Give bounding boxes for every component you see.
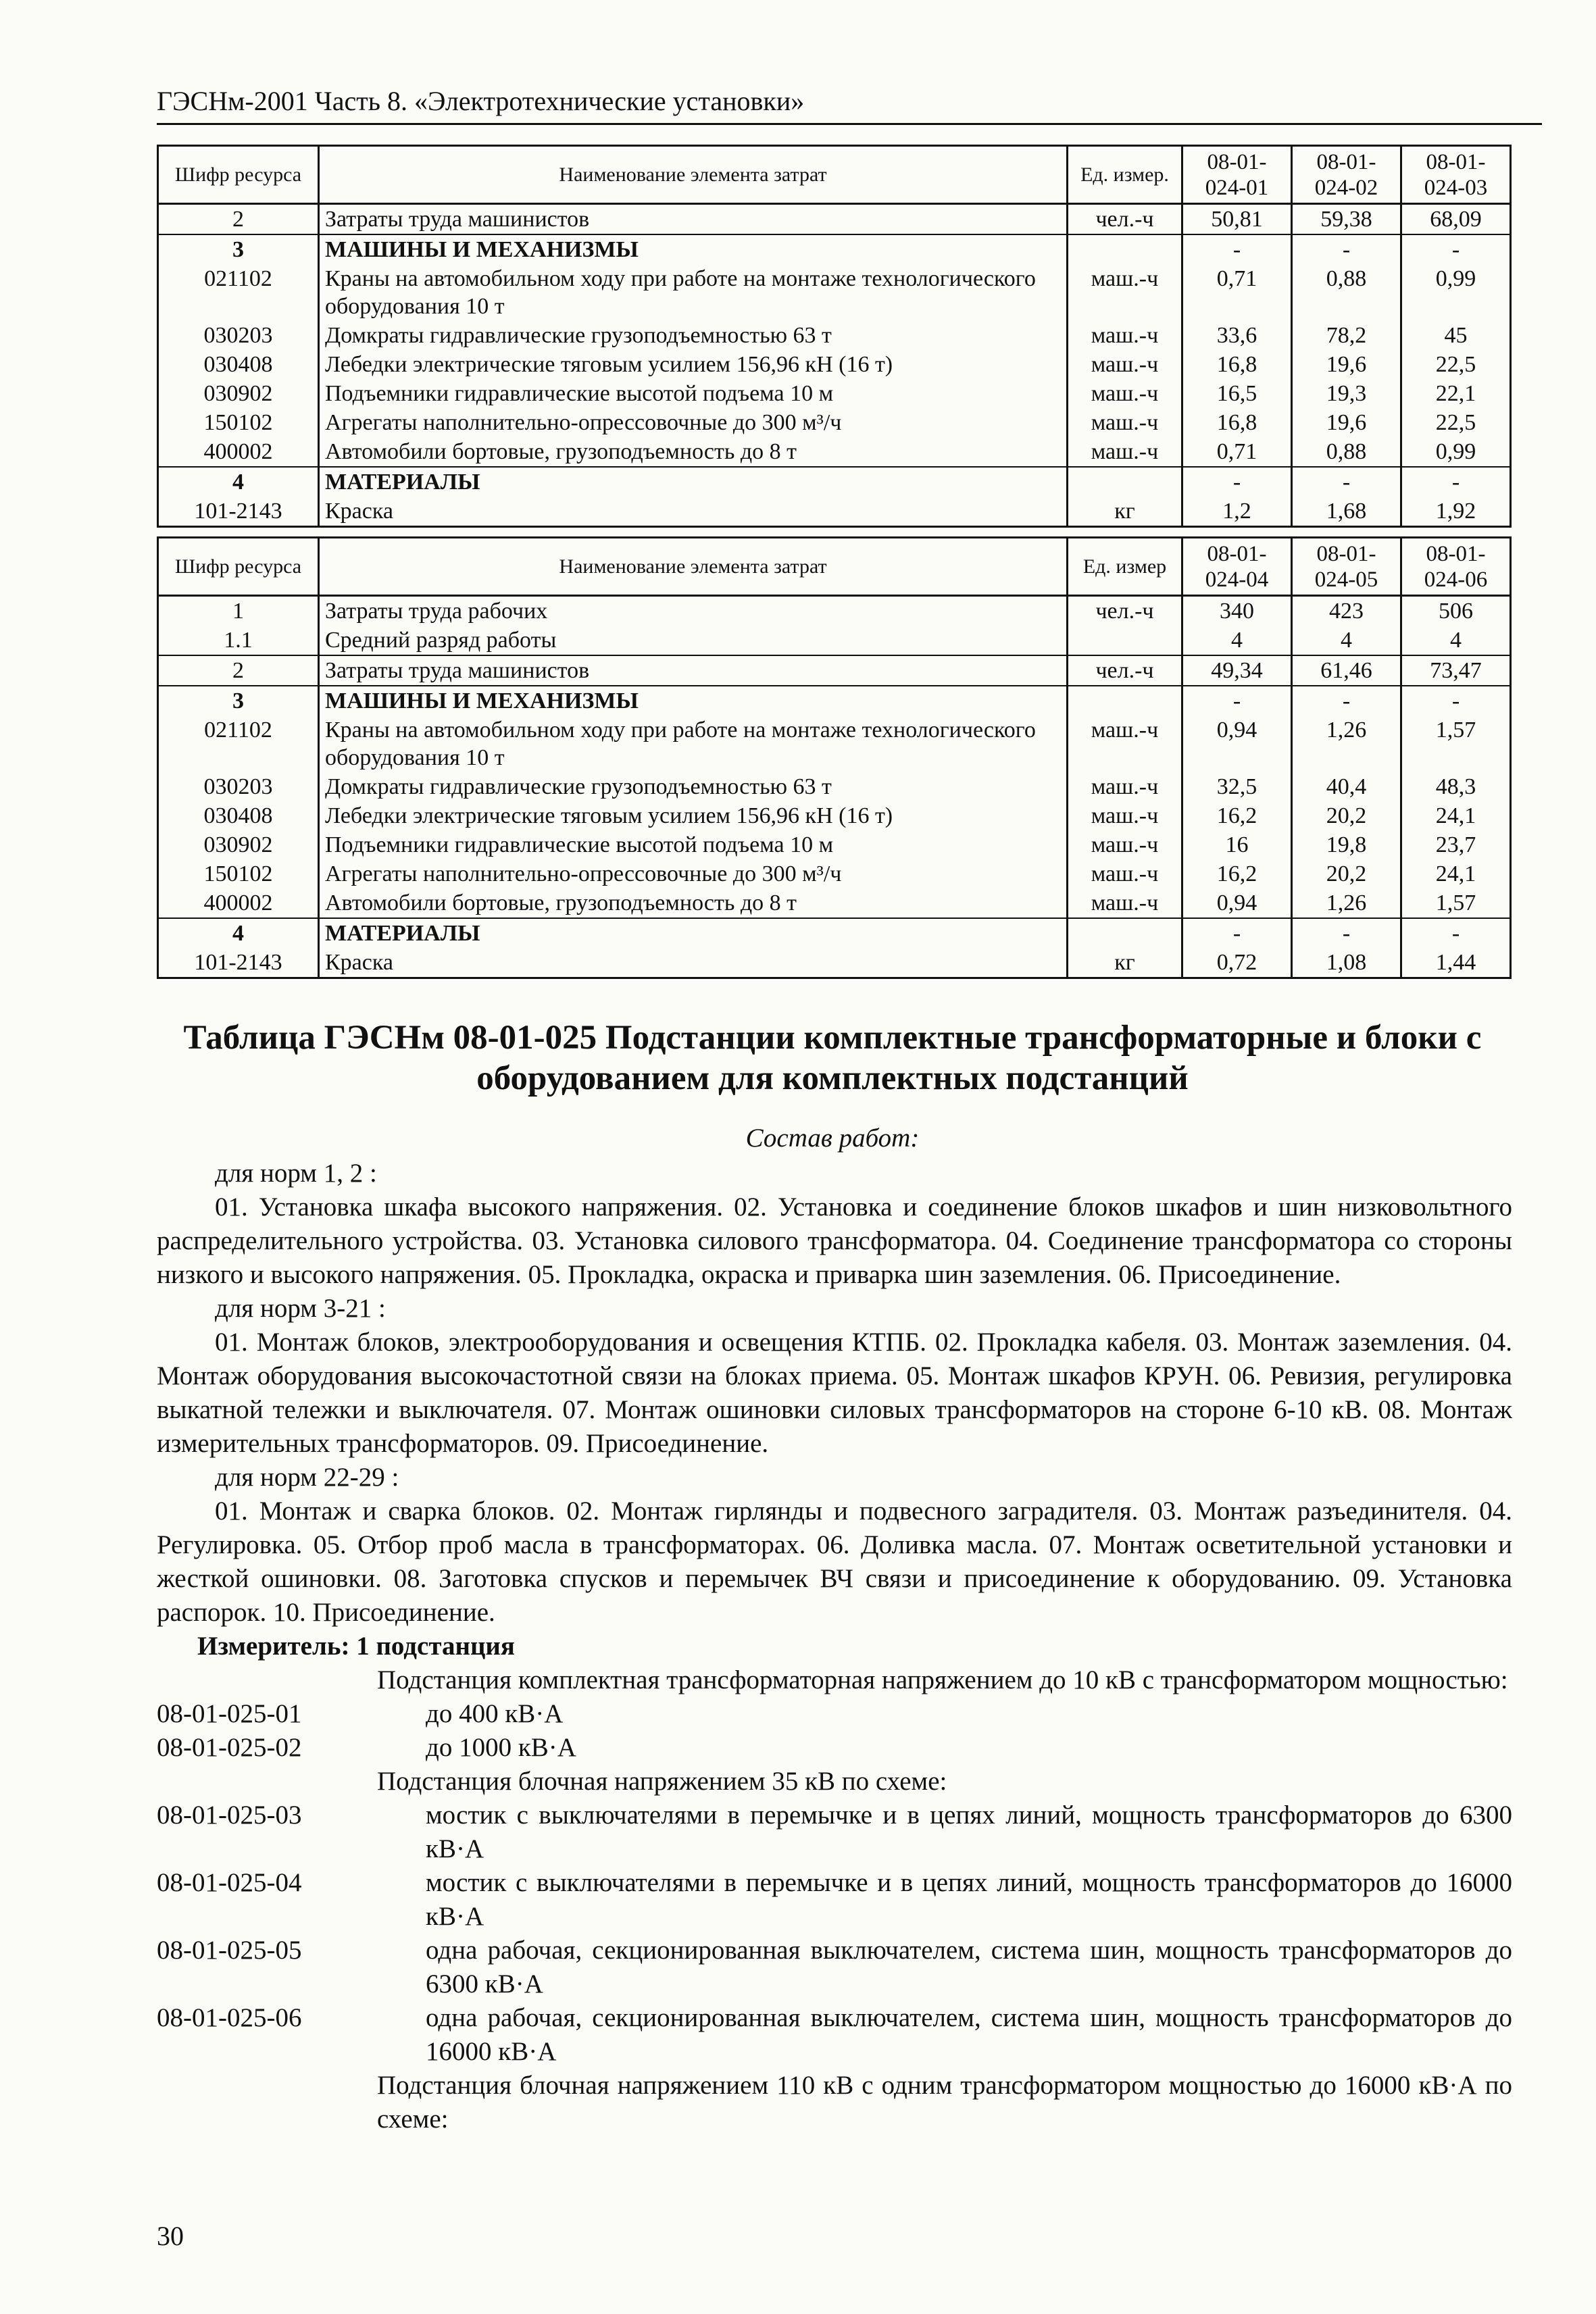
table-row: 4 МАТЕРИАЛЫ - - - xyxy=(158,918,1511,948)
norm-group-label: для норм 1, 2 : xyxy=(215,1159,377,1188)
table-row: 4 МАТЕРИАЛЫ - - - xyxy=(158,467,1511,497)
norm-group-text: 01. Монтаж блоков, электрооборудования и освещения КТПБ. 02. Прокладка кабеля. 03. Монтаж заземления. 04. Монтаж оборудования высокочастотной связи на блоках приема. 05. Монтаж шкафов КРУН. 06. Ревизия, регулировка выкатной тележки и выключателя. 07. Монтаж ошиновки силовых трансформаторов на стороне 6-10 кВ. 08. Монтаж измерительных трансформаторов. 09. Присоединение. xyxy=(157,1328,1512,1458)
table-row: 030408 Лебедки электрические тяговым усилием 156,96 кН (16 т) маш.-ч 16,2 20,2 24,1 xyxy=(158,801,1511,830)
norm-code: 08-01-025-05 xyxy=(157,1936,302,1965)
norm-description: мостик с выключателями в перемычке и в цепях линий, мощность трансформаторов до 6300 кВ·А xyxy=(426,1801,1512,1863)
norm-code: 08-01-025-06 xyxy=(157,2003,302,2032)
norm-item xyxy=(157,1799,1512,1866)
col-norm-2-header: 08-01-024-02 xyxy=(1292,146,1401,204)
table-row: 150102 Агрегаты наполнительно-опрессовочные до 300 м³/ч маш.-ч 16,8 19,6 22,5 xyxy=(158,408,1511,437)
norm-description: до 400 кВ·А xyxy=(426,1699,564,1728)
table-row: 2 Затраты труда машинистов чел.-ч 49,34 61,46 73,47 xyxy=(158,655,1511,686)
norm-group-heading: Подстанция комплектная трансформаторная напряжением до 10 кВ с трансформатором мощностью: xyxy=(377,1665,1508,1694)
norm-item xyxy=(157,1697,1512,1731)
norm-item xyxy=(157,1731,1512,1765)
norm-group-label: для норм 22-29 : xyxy=(215,1463,399,1492)
table-row: 030902 Подъемники гидравлические высотой подъема 10 м маш.-ч 16,5 19,3 22,1 xyxy=(158,379,1511,408)
table-row: 030902 Подъемники гидравлические высотой подъема 10 м маш.-ч 16 19,8 23,7 xyxy=(158,830,1511,859)
col-norm-5-header: 08-01-024-05 xyxy=(1292,538,1401,596)
table-row: 021102 Краны на автомобильном ходу при работе на монтаже технологического оборудования 10 т маш.-ч 0,71 0,88 0,99 xyxy=(158,264,1511,321)
work-composition-heading: Состав работ: xyxy=(745,1124,920,1153)
norm-code: 08-01-025-03 xyxy=(157,1801,302,1830)
table-row: 3 МАШИНЫ И МЕХАНИЗМЫ - - - xyxy=(158,686,1511,715)
table-header xyxy=(158,538,1511,596)
table-row: 030203 Домкраты гидравлические грузоподъемностью 63 т маш.-ч 33,6 78,2 45 xyxy=(158,321,1511,350)
table-row: 1 Затраты труда рабочих чел.-ч 340 423 506 xyxy=(158,596,1511,626)
col-name-header: Наименование элемента затрат xyxy=(319,538,1068,596)
col-norm-3-header: 08-01-024-03 xyxy=(1401,146,1511,204)
table-row: 400002 Автомобили бортовые, грузоподъемность до 8 т маш.-ч 0,71 0,88 0,99 xyxy=(158,437,1511,467)
norm-code: 08-01-025-01 xyxy=(157,1699,302,1728)
norm-code: 08-01-025-04 xyxy=(157,1868,302,1897)
col-norm-4-header: 08-01-024-04 xyxy=(1182,538,1292,596)
col-name-header: Наименование элемента затрат xyxy=(319,146,1068,204)
meter-label: Измеритель: xyxy=(197,1632,350,1661)
norm-code: 08-01-025-02 xyxy=(157,1733,302,1762)
table-header xyxy=(158,146,1511,204)
resource-table-1 xyxy=(157,145,1512,528)
table-row: 1.1 Средний разряд работы 4 4 4 xyxy=(158,626,1511,655)
table-row: 030408 Лебедки электрические тяговым усилием 156,96 кН (16 т) маш.-ч 16,8 19,6 22,5 xyxy=(158,350,1511,379)
col-code-header: Шифр ресурса xyxy=(158,146,319,204)
norm-group-heading: Подстанция блочная напряжением 110 кВ с одним трансформатором мощностью до 16000 кВ·А по схеме: xyxy=(377,2071,1512,2134)
table-row: 101-2143 Краска кг 0,72 1,08 1,44 xyxy=(158,948,1511,978)
norm-description: до 1000 кВ·А xyxy=(426,1733,576,1762)
meter-value: 1 подстанция xyxy=(356,1632,515,1661)
page-number: 30 xyxy=(157,2221,184,2251)
norm-group-text: 01. Установка шкафа высокого напряжения. 02. Установка и соединение блоков шкафов и шин низковольтного распределительного устройства. 03. Установка силового трансформатора. 04. Соединение трансформатора со стороны низкого и высокого напряжения. 05. Прокладка, окраска и приварка шин заземления. 06. Присоединение. xyxy=(157,1192,1512,1289)
resource-table-2 xyxy=(157,536,1512,979)
table-row: 3 МАШИНЫ И МЕХАНИЗМЫ - - - xyxy=(158,234,1511,264)
norm-item xyxy=(157,1866,1512,1934)
norm-group-label: для норм 3-21 : xyxy=(215,1294,386,1323)
norm-description: одна рабочая, секционированная выключателем, система шин, мощность трансформаторов до 6300 кВ·А xyxy=(426,1936,1512,1998)
running-header: ГЭСНм-2001 Часть 8. «Электротехнические установки» xyxy=(157,82,1542,125)
table-row: 030203 Домкраты гидравлические грузоподъемностью 63 т маш.-ч 32,5 40,4 48,3 xyxy=(158,772,1511,801)
work-composition-body xyxy=(157,1157,1512,2136)
col-norm-6-header: 08-01-024-06 xyxy=(1401,538,1511,596)
norm-item xyxy=(157,1934,1512,2001)
col-unit-header: Ед. измер xyxy=(1068,538,1182,596)
norm-description: мостик с выключателями в перемычке и в цепях линий, мощность трансформаторов до 16000 кВ·А xyxy=(426,1868,1512,1931)
table-title: Таблица ГЭСНм 08-01-025 Подстанции комплектные трансформаторные и блоки с оборудованием для комплектных подстанций xyxy=(183,1019,1482,1097)
norm-code-list xyxy=(157,1663,1512,2136)
table-row: 150102 Агрегаты наполнительно-опрессовочные до 300 м³/ч маш.-ч 16,2 20,2 24,1 xyxy=(158,859,1511,888)
col-norm-1-header: 08-01-024-01 xyxy=(1182,146,1292,204)
meter-line xyxy=(157,1630,1512,1663)
table-row: 021102 Краны на автомобильном ходу при работе на монтаже технологического оборудования 10 т маш.-ч 0,94 1,26 1,57 xyxy=(158,715,1511,772)
norm-description: одна рабочая, секционированная выключателем, система шин, мощность трансформаторов до 16000 кВ·А xyxy=(426,2003,1512,2066)
table-row: 101-2143 Краска кг 1,2 1,68 1,92 xyxy=(158,497,1511,527)
col-unit-header: Ед. измер. xyxy=(1068,146,1182,204)
table-row: 400002 Автомобили бортовые, грузоподъемность до 8 т маш.-ч 0,94 1,26 1,57 xyxy=(158,888,1511,918)
norm-group-heading: Подстанция блочная напряжением 35 кВ по схеме: xyxy=(377,1767,947,1796)
col-code-header: Шифр ресурса xyxy=(158,538,319,596)
norm-group-text: 01. Монтаж и сварка блоков. 02. Монтаж гирлянды и подвесного заградителя. 03. Монтаж разъединителя. 04. Регулировка. 05. Отбор проб масла в трансформаторах. 06. Доливка масла. 07. Монтаж осветительной установки и жесткой ошиновки. 08. Заготовка спусков и перемычек ВЧ связи и присоединение к оборудованию. 09. Установка распорок. 10. Присоединение. xyxy=(157,1496,1512,1627)
norm-item xyxy=(157,2001,1512,2069)
table-row: 2 Затраты труда машинистов чел.-ч 50,81 59,38 68,09 xyxy=(158,204,1511,235)
